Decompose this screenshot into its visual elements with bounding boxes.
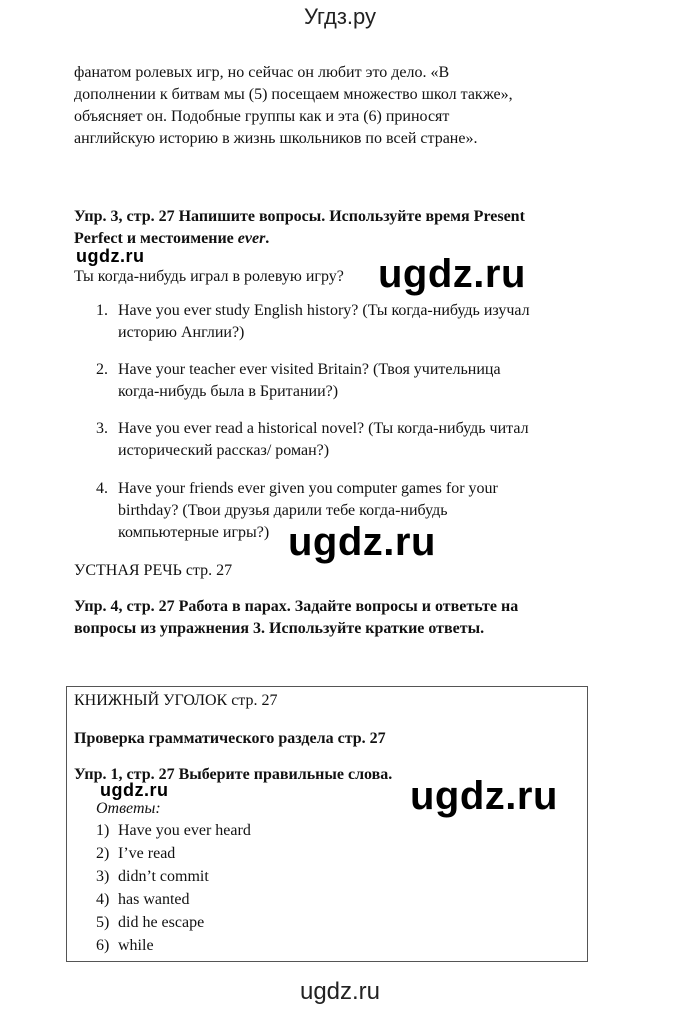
exercise-4-line: вопросы из упражнения 3. Используйте краткие ответы.: [74, 620, 485, 637]
question-line: когда-нибудь была в Британии?): [118, 383, 339, 400]
answer-item: [96, 891, 190, 909]
exercise-1-heading: Упр. 1, стр. 27 Выберите правильные слова.: [74, 766, 393, 783]
answer-item: [96, 868, 209, 886]
answer-number: 3): [96, 868, 110, 885]
question-line: Have you ever read a historical novel? (Ты когда-нибудь читал: [118, 420, 529, 437]
question-number: 2.: [96, 361, 108, 378]
answer-number: 6): [96, 937, 110, 954]
answer-item: [96, 937, 154, 955]
answer-text: while: [118, 937, 154, 954]
heading-italic: ever: [237, 230, 266, 247]
grammar-check-heading: Проверка грамматического раздела стр. 27: [74, 730, 386, 747]
answer-number: 4): [96, 891, 110, 908]
speech-section-label: УСТНАЯ РЕЧЬ стр. 27: [74, 562, 233, 579]
watermark-small: ugdz.ru: [100, 780, 169, 800]
answers-label-text: Ответы:: [96, 800, 161, 817]
question-text: [118, 300, 588, 344]
exercise-3-heading: [74, 206, 604, 250]
intro-paragraph: [74, 62, 594, 150]
answer-number: 2): [96, 845, 110, 862]
question-line: birthday? (Твои друзья дарили тебе когда-нибудь: [118, 502, 448, 519]
question-line: компьютерные игры?): [118, 524, 270, 541]
question-line: историю Англии?): [118, 324, 245, 341]
question-number: 4.: [96, 480, 108, 497]
answer-text: Have you ever heard: [118, 822, 251, 839]
heading-suffix: .: [265, 230, 270, 247]
answer-number: 5): [96, 914, 110, 931]
question-number: 1.: [96, 302, 108, 319]
watermark-big: ugdz.ru: [288, 520, 436, 564]
answer-item: [96, 845, 175, 863]
intro-line: фанатом ролевых игр, но сейчас он любит это дело. «В: [74, 64, 450, 81]
question-line: Have your friends ever given you computer games for your: [118, 480, 498, 497]
answer-text: didn’t commit: [118, 868, 209, 885]
question-item: [96, 418, 616, 468]
question-text: [118, 418, 588, 462]
watermark-big: ugdz.ru: [410, 774, 558, 818]
question-item: [96, 300, 616, 350]
question-text: [118, 359, 588, 403]
question-line: Have your teacher ever visited Britain? (Твоя учительница: [118, 361, 501, 378]
intro-line: объясняет он. Подобные группы как и эта (6) приносят: [74, 108, 450, 125]
exercise-4-line: Упр. 4, стр. 27 Работа в парах. Задайте вопросы и ответьте на: [74, 598, 519, 615]
exercise-4-heading: [74, 596, 604, 640]
answer-number: 1): [96, 822, 110, 839]
question-line: Have you ever study English history? (Ты когда-нибудь изучал: [118, 302, 530, 319]
watermark-small: ugdz.ru: [76, 246, 145, 266]
book-corner-title: КНИЖНЫЙ УГОЛОК стр. 27: [74, 692, 278, 709]
answer-item: [96, 822, 251, 840]
exercise-3-heading-line2: [74, 228, 604, 250]
watermark-big: ugdz.ru: [378, 252, 526, 296]
exercise-3-heading-line1: Упр. 3, стр. 27 Напишите вопросы. Используйте время Present: [74, 208, 525, 225]
intro-line: дополнении к битвам мы (5) посещаем множество школ также»,: [74, 86, 513, 103]
site-footer: ugdz.ru: [299, 978, 381, 1005]
answer-text: did he escape: [118, 914, 205, 931]
exercise-3-example: Ты когда-нибудь играл в ролевую игру?: [74, 268, 344, 285]
heading-prefix: Perfect и местоимение: [74, 230, 238, 247]
answer-text: I’ve read: [118, 845, 176, 862]
question-line: исторический рассказ/ роман?): [118, 442, 330, 459]
site-header: Угдз.ру: [303, 4, 377, 29]
answer-item: [96, 914, 204, 932]
question-item: [96, 359, 616, 409]
intro-line: английскую историю в жизнь школьников по всей стране».: [74, 130, 478, 147]
answer-text: has wanted: [118, 891, 190, 908]
question-number: 3.: [96, 420, 108, 437]
